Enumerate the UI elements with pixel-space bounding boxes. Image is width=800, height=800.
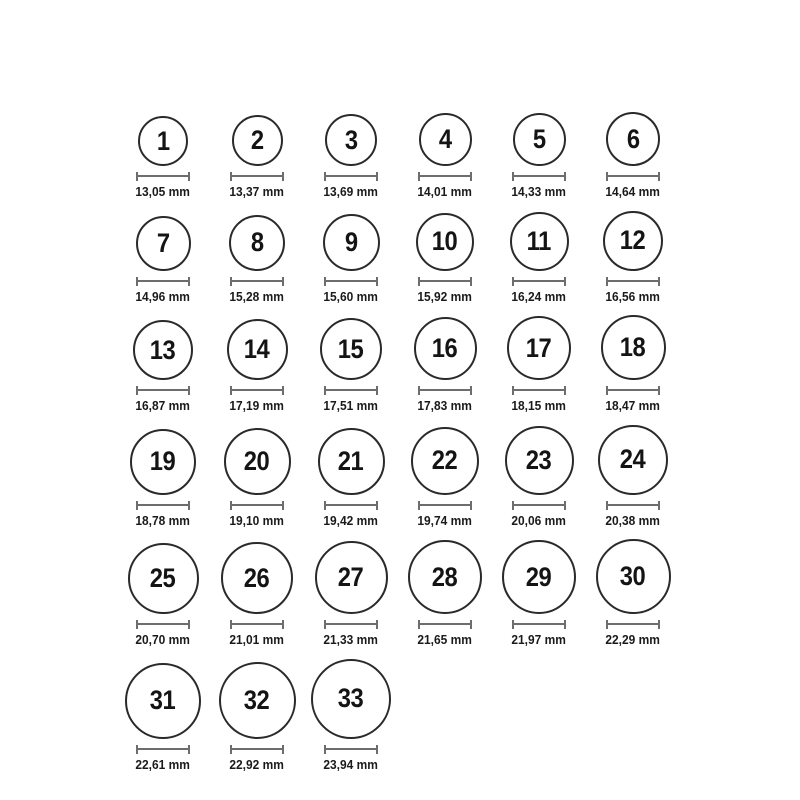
ring-cell — [398, 113, 492, 200]
diameter-label: 19,74 mm — [417, 512, 473, 528]
ring-cell — [586, 539, 680, 648]
ring-size-number: 9 — [344, 226, 358, 257]
ring-size-number: 32 — [244, 684, 270, 715]
diameter-label: 18,78 mm — [135, 512, 191, 528]
ruler-line — [514, 623, 564, 625]
ring-row — [116, 539, 688, 648]
ring-size-number: 4 — [438, 124, 452, 154]
diameter-ruler-icon — [136, 172, 190, 181]
ruler-line — [138, 389, 188, 391]
ring-cell — [210, 662, 304, 773]
diameter-ruler-icon — [136, 620, 190, 629]
diameter-label: 19,10 mm — [229, 512, 285, 528]
ring-circle — [416, 213, 474, 271]
ruler-line — [514, 504, 564, 506]
ring-circle — [325, 114, 377, 166]
ring-size-number: 11 — [526, 225, 552, 256]
ring-cell — [586, 315, 680, 414]
ring-cell — [210, 215, 304, 305]
ring-cell — [210, 428, 304, 529]
diameter-ruler-icon — [606, 386, 660, 395]
ring-circle — [603, 211, 663, 271]
ring-circle — [315, 541, 388, 614]
ring-cell — [492, 212, 586, 305]
ring-size-number: 2 — [250, 125, 264, 155]
ring-cell — [210, 319, 304, 414]
ring-circle — [320, 318, 382, 380]
ruler-line — [138, 175, 188, 177]
ring-circle — [419, 113, 472, 166]
ring-size-number: 30 — [620, 561, 646, 592]
ring-cell — [398, 540, 492, 648]
ring-size-number: 33 — [338, 683, 364, 714]
ring-size-number: 24 — [620, 444, 646, 475]
diameter-label: 16,56 mm — [605, 288, 661, 304]
diameter-label: 14,33 mm — [511, 184, 567, 199]
ring-cell — [398, 317, 492, 414]
diameter-ruler-icon — [230, 277, 284, 286]
ring-size-number: 27 — [338, 562, 364, 593]
ring-row — [116, 425, 688, 529]
ring-circle — [232, 115, 283, 166]
ring-circle — [229, 215, 285, 271]
diameter-label: 21,97 mm — [511, 632, 567, 648]
diameter-label: 14,01 mm — [417, 184, 473, 199]
diameter-ruler-icon — [418, 620, 472, 629]
diameter-ruler-icon — [324, 277, 378, 286]
diameter-ruler-icon — [324, 745, 378, 754]
diameter-ruler-icon — [230, 172, 284, 181]
ruler-line — [232, 280, 282, 282]
diameter-ruler-icon — [324, 172, 378, 181]
diameter-label: 16,24 mm — [511, 288, 567, 304]
ring-cell — [210, 542, 304, 648]
diameter-ruler-icon — [512, 386, 566, 395]
diameter-label: 13,69 mm — [323, 184, 379, 199]
ring-cell — [304, 214, 398, 305]
diameter-ruler-icon — [230, 745, 284, 754]
ring-size-number: 17 — [526, 332, 552, 363]
diameter-ruler-icon — [512, 277, 566, 286]
ruler-line — [326, 280, 376, 282]
diameter-label: 17,51 mm — [323, 398, 379, 414]
diameter-label: 18,47 mm — [605, 398, 661, 414]
ruler-line — [608, 623, 658, 625]
ruler-line — [420, 623, 470, 625]
ring-circle — [502, 540, 576, 614]
diameter-label: 22,29 mm — [605, 632, 661, 648]
diameter-label: 20,70 mm — [135, 632, 191, 648]
diameter-ruler-icon — [230, 501, 284, 510]
diameter-label: 14,96 mm — [135, 288, 191, 304]
ring-circle — [606, 112, 660, 166]
ring-cell — [492, 113, 586, 200]
ring-circle — [311, 659, 391, 739]
diameter-label: 15,92 mm — [417, 288, 473, 304]
ring-circle — [414, 317, 477, 380]
ruler-line — [608, 175, 658, 177]
ring-cell — [116, 543, 210, 648]
ring-circle — [323, 214, 380, 271]
ring-circle — [507, 316, 571, 380]
diameter-ruler-icon — [512, 172, 566, 181]
diameter-ruler-icon — [324, 620, 378, 629]
ruler-line — [232, 175, 282, 177]
diameter-label: 20,38 mm — [605, 512, 661, 528]
ring-size-number: 22 — [432, 445, 458, 476]
diameter-ruler-icon — [418, 277, 472, 286]
ring-cell — [304, 318, 398, 414]
diameter-label: 18,15 mm — [511, 398, 567, 414]
ring-circle — [125, 663, 201, 739]
ring-cell — [492, 426, 586, 529]
diameter-ruler-icon — [418, 386, 472, 395]
ruler-line — [326, 389, 376, 391]
diameter-label: 19,42 mm — [323, 512, 379, 528]
diameter-label: 21,33 mm — [323, 632, 379, 648]
diameter-ruler-icon — [324, 501, 378, 510]
ruler-line — [420, 280, 470, 282]
diameter-ruler-icon — [606, 501, 660, 510]
diameter-label: 20,06 mm — [511, 512, 567, 528]
ring-circle — [227, 319, 288, 380]
ring-circle — [513, 113, 566, 166]
diameter-ruler-icon — [230, 620, 284, 629]
ring-circle — [138, 116, 188, 166]
ring-circle — [224, 428, 291, 495]
ruler-line — [138, 280, 188, 282]
ring-circle — [133, 320, 193, 380]
diameter-label: 13,05 mm — [135, 184, 191, 199]
ring-size-number: 23 — [526, 444, 552, 475]
ring-row — [116, 211, 688, 305]
ring-size-number: 20 — [244, 445, 270, 476]
diameter-ruler-icon — [136, 386, 190, 395]
ring-circle — [596, 539, 671, 614]
ruler-line — [232, 504, 282, 506]
ring-size-number: 15 — [338, 333, 364, 364]
diameter-label: 22,61 mm — [135, 756, 191, 772]
diameter-label: 17,83 mm — [417, 398, 473, 414]
diameter-label: 15,60 mm — [323, 288, 379, 304]
ring-size-number: 12 — [620, 225, 646, 256]
diameter-label: 17,19 mm — [229, 398, 285, 414]
diameter-ruler-icon — [230, 386, 284, 395]
ring-circle — [601, 315, 666, 380]
ring-circle — [598, 425, 668, 495]
ring-cell — [398, 213, 492, 305]
ruler-line — [326, 504, 376, 506]
ring-cell — [116, 663, 210, 773]
diameter-ruler-icon — [324, 386, 378, 395]
ring-cell — [586, 112, 680, 200]
ring-cell — [116, 429, 210, 529]
ring-circle — [136, 216, 191, 271]
ring-cell — [304, 428, 398, 529]
ring-cell — [398, 427, 492, 529]
diameter-ruler-icon — [606, 277, 660, 286]
diameter-label: 13,37 mm — [229, 184, 285, 199]
diameter-label: 15,28 mm — [229, 288, 285, 304]
ruler-line — [420, 389, 470, 391]
ring-size-number: 25 — [150, 563, 176, 594]
diameter-ruler-icon — [606, 620, 660, 629]
ruler-line — [138, 623, 188, 625]
ring-row — [116, 659, 688, 773]
ruler-line — [326, 175, 376, 177]
diameter-ruler-icon — [136, 277, 190, 286]
ring-circle — [408, 540, 482, 614]
ring-row — [116, 112, 688, 200]
ruler-line — [326, 623, 376, 625]
ruler-line — [420, 175, 470, 177]
ring-circle — [318, 428, 385, 495]
ring-cell — [304, 659, 398, 773]
ring-circle — [219, 662, 296, 739]
ring-circle — [505, 426, 574, 495]
diameter-label: 21,01 mm — [229, 632, 285, 648]
ruler-line — [608, 389, 658, 391]
ring-size-chart — [116, 112, 688, 773]
ring-cell — [492, 540, 586, 648]
ruler-line — [232, 389, 282, 391]
ring-cell — [586, 425, 680, 529]
ring-size-number: 18 — [620, 332, 646, 363]
diameter-ruler-icon — [512, 620, 566, 629]
diameter-ruler-icon — [136, 501, 190, 510]
ring-circle — [411, 427, 479, 495]
ruler-line — [514, 389, 564, 391]
ring-cell — [304, 541, 398, 648]
diameter-ruler-icon — [512, 501, 566, 510]
diameter-label: 16,87 mm — [135, 398, 191, 414]
ring-size-number: 21 — [338, 445, 364, 476]
ring-circle — [221, 542, 293, 614]
ring-circle — [130, 429, 196, 495]
ruler-line — [514, 175, 564, 177]
diameter-label: 23,94 mm — [323, 756, 379, 772]
diameter-label: 22,92 mm — [229, 756, 285, 772]
ring-cell — [116, 320, 210, 414]
ring-size-number: 5 — [532, 124, 546, 154]
ruler-line — [232, 623, 282, 625]
ring-size-number: 28 — [432, 561, 458, 592]
ring-size-number: 31 — [150, 685, 176, 716]
ruler-line — [608, 504, 658, 506]
ring-cell — [116, 216, 210, 305]
ring-size-number: 13 — [150, 334, 176, 365]
ring-size-number: 8 — [250, 227, 264, 258]
ring-cell — [586, 211, 680, 305]
ruler-line — [608, 280, 658, 282]
diameter-ruler-icon — [418, 501, 472, 510]
ring-size-number: 6 — [626, 123, 640, 154]
diameter-label: 21,65 mm — [417, 632, 473, 648]
ruler-line — [514, 280, 564, 282]
ring-circle — [510, 212, 569, 271]
ring-cell — [492, 316, 586, 414]
diameter-ruler-icon — [606, 172, 660, 181]
ring-cell — [210, 115, 304, 200]
ring-size-number: 7 — [156, 227, 170, 258]
ruler-line — [326, 748, 376, 750]
ring-cell — [304, 114, 398, 200]
ring-size-number: 1 — [156, 125, 170, 156]
ring-size-number: 10 — [432, 226, 458, 257]
ring-size-number: 14 — [244, 334, 270, 365]
diameter-label: 14,64 mm — [605, 184, 661, 199]
diameter-ruler-icon — [418, 172, 472, 181]
ruler-line — [232, 748, 282, 750]
ring-row — [116, 315, 688, 414]
ring-size-number: 16 — [432, 333, 458, 364]
ring-size-number: 29 — [526, 561, 552, 592]
ruler-line — [138, 504, 188, 506]
ring-size-number: 26 — [244, 562, 270, 593]
diameter-ruler-icon — [136, 745, 190, 754]
ruler-line — [420, 504, 470, 506]
ring-cell — [116, 116, 210, 200]
ring-size-number: 19 — [150, 446, 176, 477]
ruler-line — [138, 748, 188, 750]
ring-circle — [128, 543, 199, 614]
ring-size-number: 3 — [344, 124, 358, 155]
